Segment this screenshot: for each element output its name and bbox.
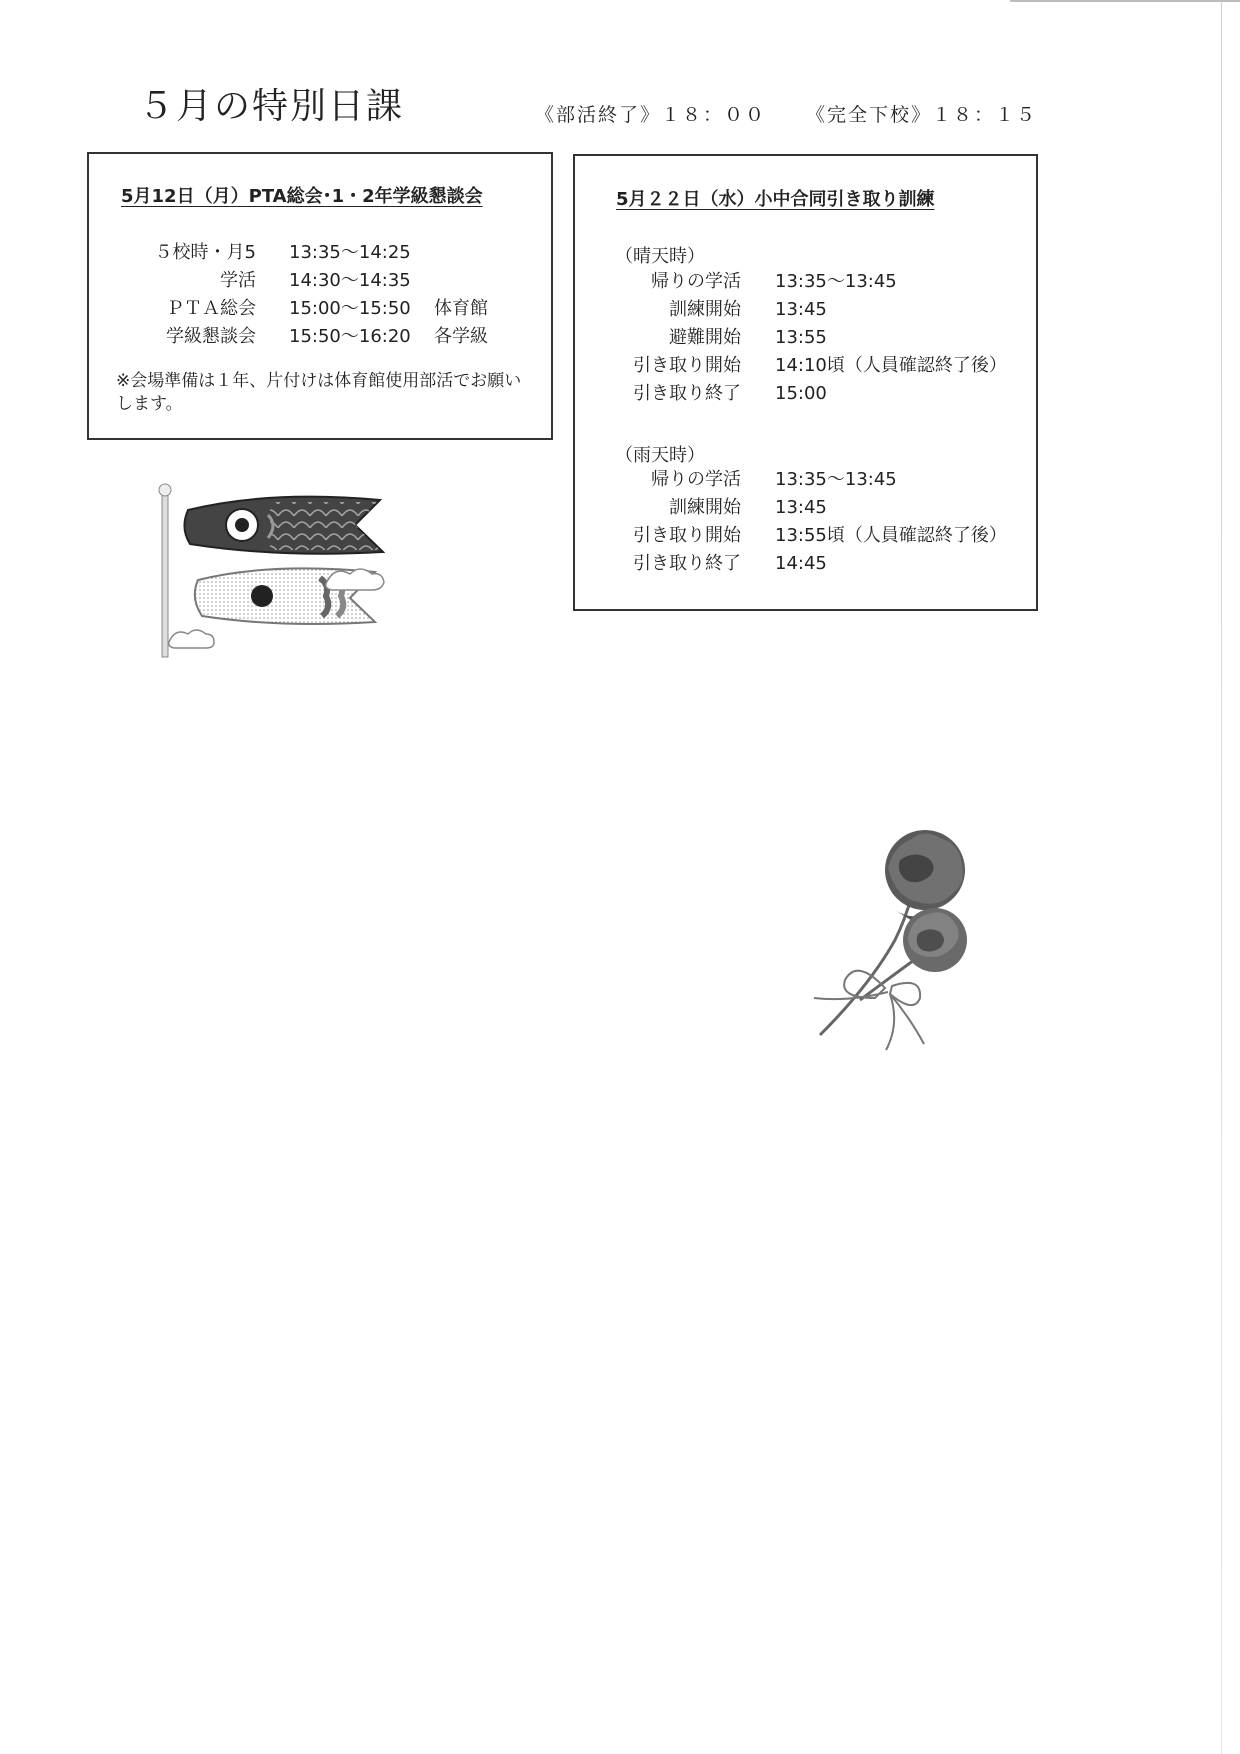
pickup-drill-heading: 5月２２日（水）小中合同引き取り訓練 xyxy=(616,189,935,210)
schedule-time: 15:50〜16:20 xyxy=(289,326,411,347)
schedule-time: 13:35〜14:25 xyxy=(289,242,411,263)
schedule-row xyxy=(575,353,1015,379)
schedule-time: 13:55 xyxy=(775,327,827,348)
sunny-heading: （晴天時） xyxy=(615,246,705,267)
carnation-illustration xyxy=(800,810,980,1060)
schedule-row xyxy=(89,296,529,322)
schedule-label: 帰りの学活 xyxy=(651,469,741,490)
schedule-time: 13:45 xyxy=(775,497,827,518)
rainy-heading: （雨天時） xyxy=(615,445,705,466)
schedule-row xyxy=(575,325,1015,351)
schedule-time: 13:45 xyxy=(775,299,827,320)
schedule-label: ５校時・月5 xyxy=(154,242,256,263)
schedule-label: 訓練開始 xyxy=(669,497,741,518)
club-end-time: 《部活終了》１８：００ xyxy=(535,104,767,126)
schedule-place: 各学級 xyxy=(434,326,488,347)
schedule-label: 引き取り開始 xyxy=(633,525,741,546)
schedule-time: 13:35〜13:45 xyxy=(775,469,897,490)
schedule-row xyxy=(575,381,1015,407)
dismissal-time: 《完全下校》１８：１５ xyxy=(806,104,1038,126)
page-edge-top xyxy=(1010,0,1240,2)
schedule-label: 訓練開始 xyxy=(669,299,741,320)
schedule-row xyxy=(89,324,529,350)
schedule-row xyxy=(575,269,1015,295)
schedule-label: 学級懇談会 xyxy=(166,326,256,347)
carp-streamer-illustration xyxy=(150,480,410,660)
schedule-time: 15:00 xyxy=(775,383,827,404)
pta-meeting-box xyxy=(87,152,553,440)
schedule-time: 14:45 xyxy=(775,553,827,574)
schedule-label: 引き取り開始 xyxy=(633,355,741,376)
schedule-place: 体育館 xyxy=(434,298,488,319)
page-title: ５月の特別日課 xyxy=(138,86,405,127)
pta-meeting-heading: 5月12日（月）PTA総会･1・2年学級懇談会 xyxy=(121,186,483,207)
schedule-row xyxy=(89,240,529,266)
schedule-row xyxy=(575,467,1015,493)
schedule-time: 14:10頃（人員確認終了後） xyxy=(775,355,1007,376)
schedule-label: 帰りの学活 xyxy=(651,271,741,292)
preparation-note: ※会場準備は１年、片付けは体育館使用部活でお願いします。 xyxy=(116,371,522,414)
schedule-label: ＰＴＡ総会 xyxy=(166,298,256,319)
schedule-label: 引き取り終了 xyxy=(633,383,741,404)
dismissal-times xyxy=(535,100,1037,127)
schedule-label: 学活 xyxy=(220,270,256,291)
schedule-row xyxy=(575,523,1015,549)
schedule-time: 13:55頃（人員確認終了後） xyxy=(775,525,1007,546)
schedule-time: 14:30〜14:35 xyxy=(289,270,411,291)
schedule-row xyxy=(575,297,1015,323)
schedule-time: 13:35〜13:45 xyxy=(775,271,897,292)
schedule-row xyxy=(575,495,1015,521)
schedule-label: 避難開始 xyxy=(669,327,741,348)
page-edge xyxy=(1221,0,1222,1754)
pickup-drill-box xyxy=(573,154,1038,611)
schedule-label: 引き取り終了 xyxy=(633,553,741,574)
schedule-row xyxy=(89,268,529,294)
schedule-time: 15:00〜15:50 xyxy=(289,298,411,319)
schedule-row xyxy=(575,551,1015,577)
